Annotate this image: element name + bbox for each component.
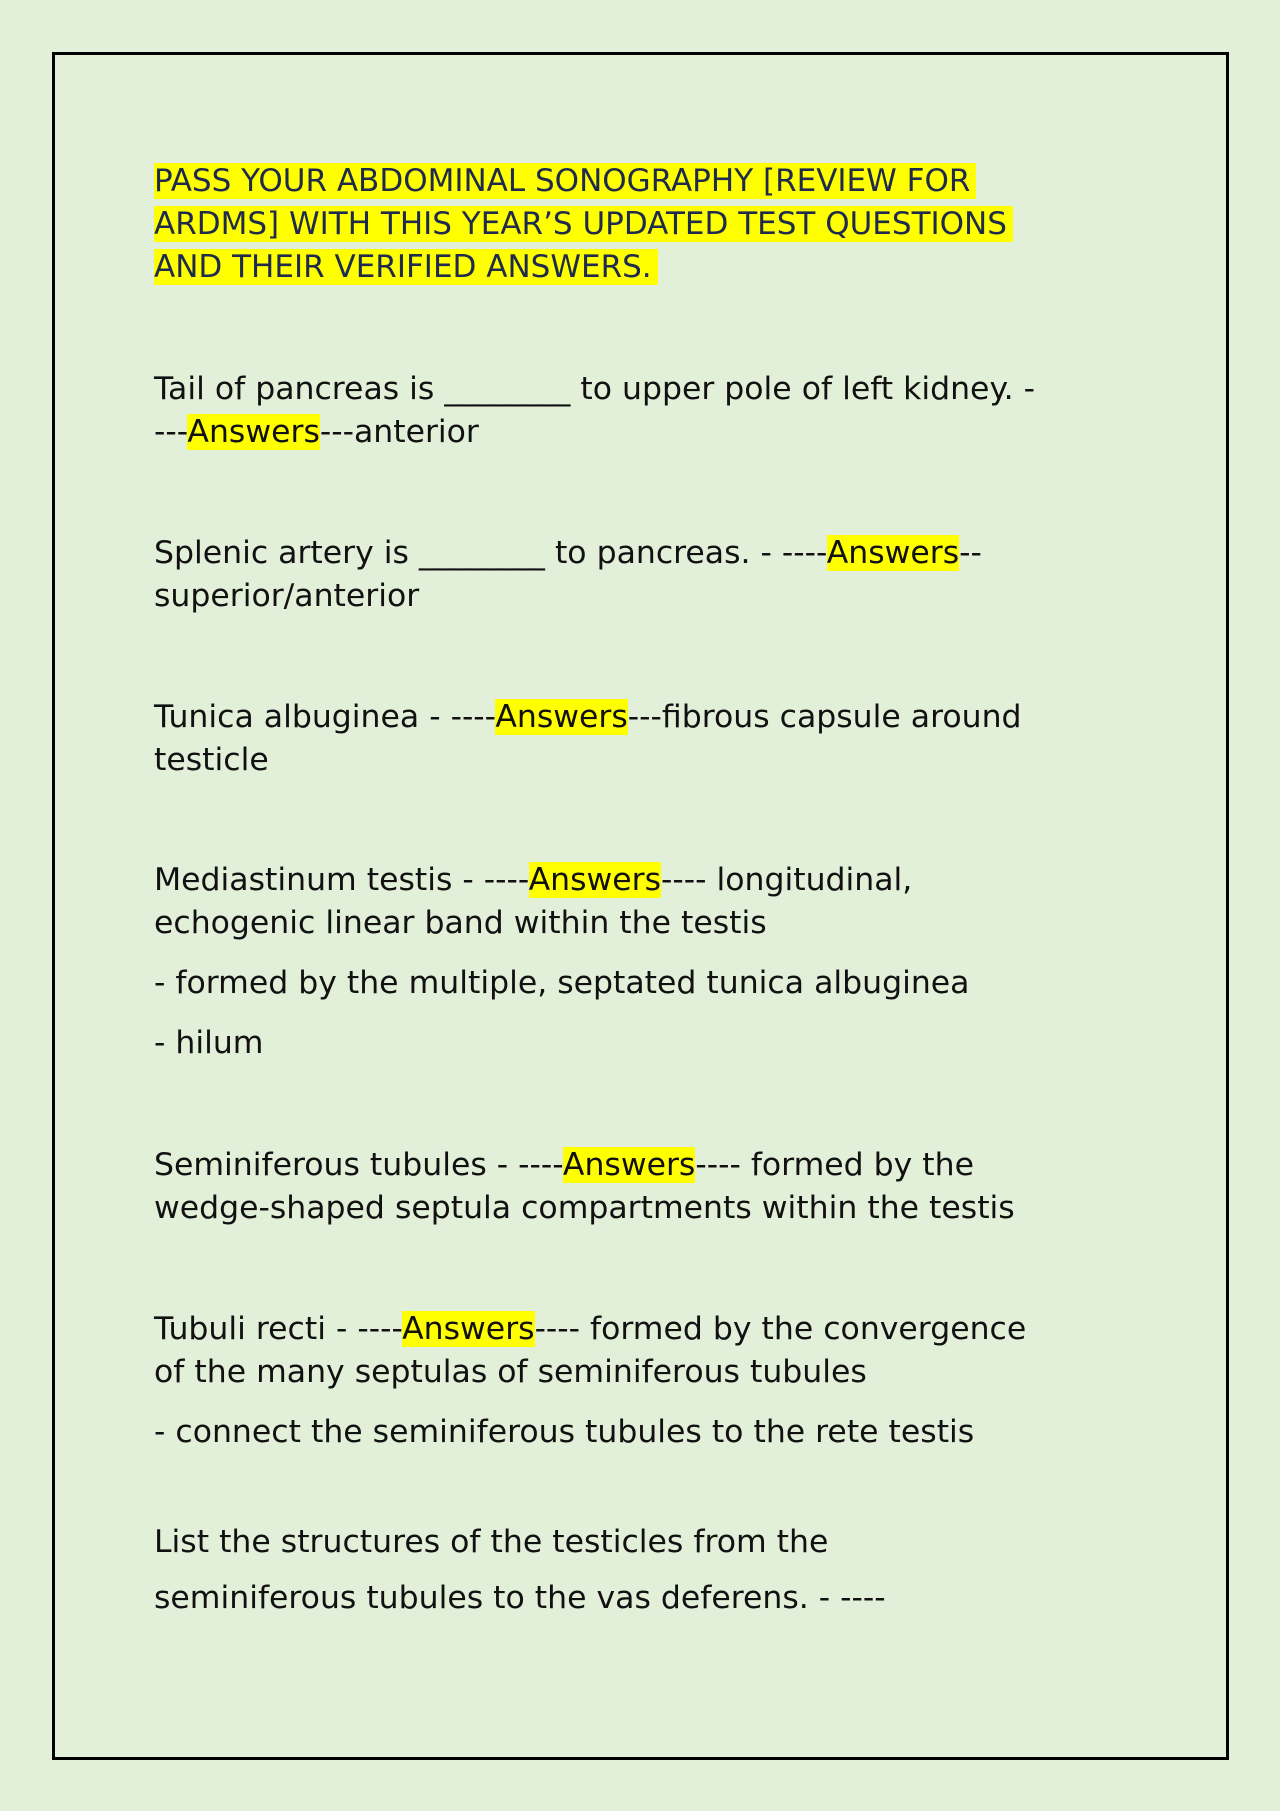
title-line-2: ARDMS] WITH THIS YEAR’S UPDATED TEST QUESTIONS xyxy=(154,206,1013,242)
answer-line: wedge-shaped septula compartments within the testis xyxy=(154,1190,1015,1226)
answers-highlight: Answers xyxy=(562,1147,696,1183)
question-line xyxy=(154,859,1134,902)
answer-text: ---- formed by the convergence xyxy=(534,1311,1027,1347)
qa-item-splenic-artery xyxy=(154,532,1134,618)
answers-highlight: Answers xyxy=(826,535,960,571)
question-text: Tail of pancreas is ________ to upper pole of left kidney. - xyxy=(154,371,1035,407)
qa-item-tunica-albuginea xyxy=(154,696,1134,782)
answer-line: of the many septulas of seminiferous tubules xyxy=(154,1354,867,1390)
answers-highlight: Answers xyxy=(402,1311,535,1347)
answer-bullet: - hilum xyxy=(154,1025,264,1061)
question-line xyxy=(154,1308,1134,1351)
question-text: Tunica albuginea - ---- xyxy=(154,699,496,735)
answer-line: testicle xyxy=(154,742,269,778)
question-text: Splenic artery is ________ to pancreas. - ---- xyxy=(154,535,827,571)
answer-bullet: - formed by the multiple, septated tunica albuginea xyxy=(154,965,970,1001)
question-text: Seminiferous tubules - ---- xyxy=(154,1147,563,1183)
answers-highlight: Answers xyxy=(495,699,628,735)
dash-suffix: -- xyxy=(959,535,982,571)
qa-item-tail-of-pancreas xyxy=(154,368,1134,454)
document-title xyxy=(154,160,1134,289)
question-text: Tubuli recti - ---- xyxy=(154,1311,403,1347)
answer-bullet: - connect the seminiferous tubules to the rete testis xyxy=(154,1414,975,1450)
answer-text: ---anterior xyxy=(319,414,479,450)
answers-highlight: Answers xyxy=(528,862,662,898)
question-line: seminiferous tubules to the vas deferens. - ---- xyxy=(154,1580,886,1616)
question-line xyxy=(154,696,1134,739)
answers-highlight: Answers xyxy=(187,414,320,450)
answer-text: ---fibrous capsule around xyxy=(627,699,1022,735)
question-line xyxy=(154,368,1134,411)
answer-line xyxy=(154,411,1134,454)
dash-prefix: --- xyxy=(154,414,188,450)
qa-item-mediastinum-testis xyxy=(154,859,1134,1065)
answer-text: ---- longitudinal, xyxy=(661,862,913,898)
question-text: Mediastinum testis - ---- xyxy=(154,862,529,898)
qa-item-list-structures xyxy=(154,1514,1134,1626)
answer-line: superior/anterior xyxy=(154,578,420,614)
question-line xyxy=(154,532,1134,575)
question-line: List the structures of the testicles from the xyxy=(154,1524,829,1560)
qa-item-seminiferous-tubules xyxy=(154,1144,1134,1230)
title-line-3: AND THEIR VERIFIED ANSWERS. xyxy=(154,249,658,285)
qa-item-tubuli-recti xyxy=(154,1308,1134,1454)
answer-text: ---- formed by the xyxy=(695,1147,974,1183)
question-line xyxy=(154,1144,1134,1187)
answer-line: echogenic linear band within the testis xyxy=(154,905,767,941)
title-line-1: PASS YOUR ABDOMINAL SONOGRAPHY [REVIEW FOR xyxy=(154,163,976,199)
